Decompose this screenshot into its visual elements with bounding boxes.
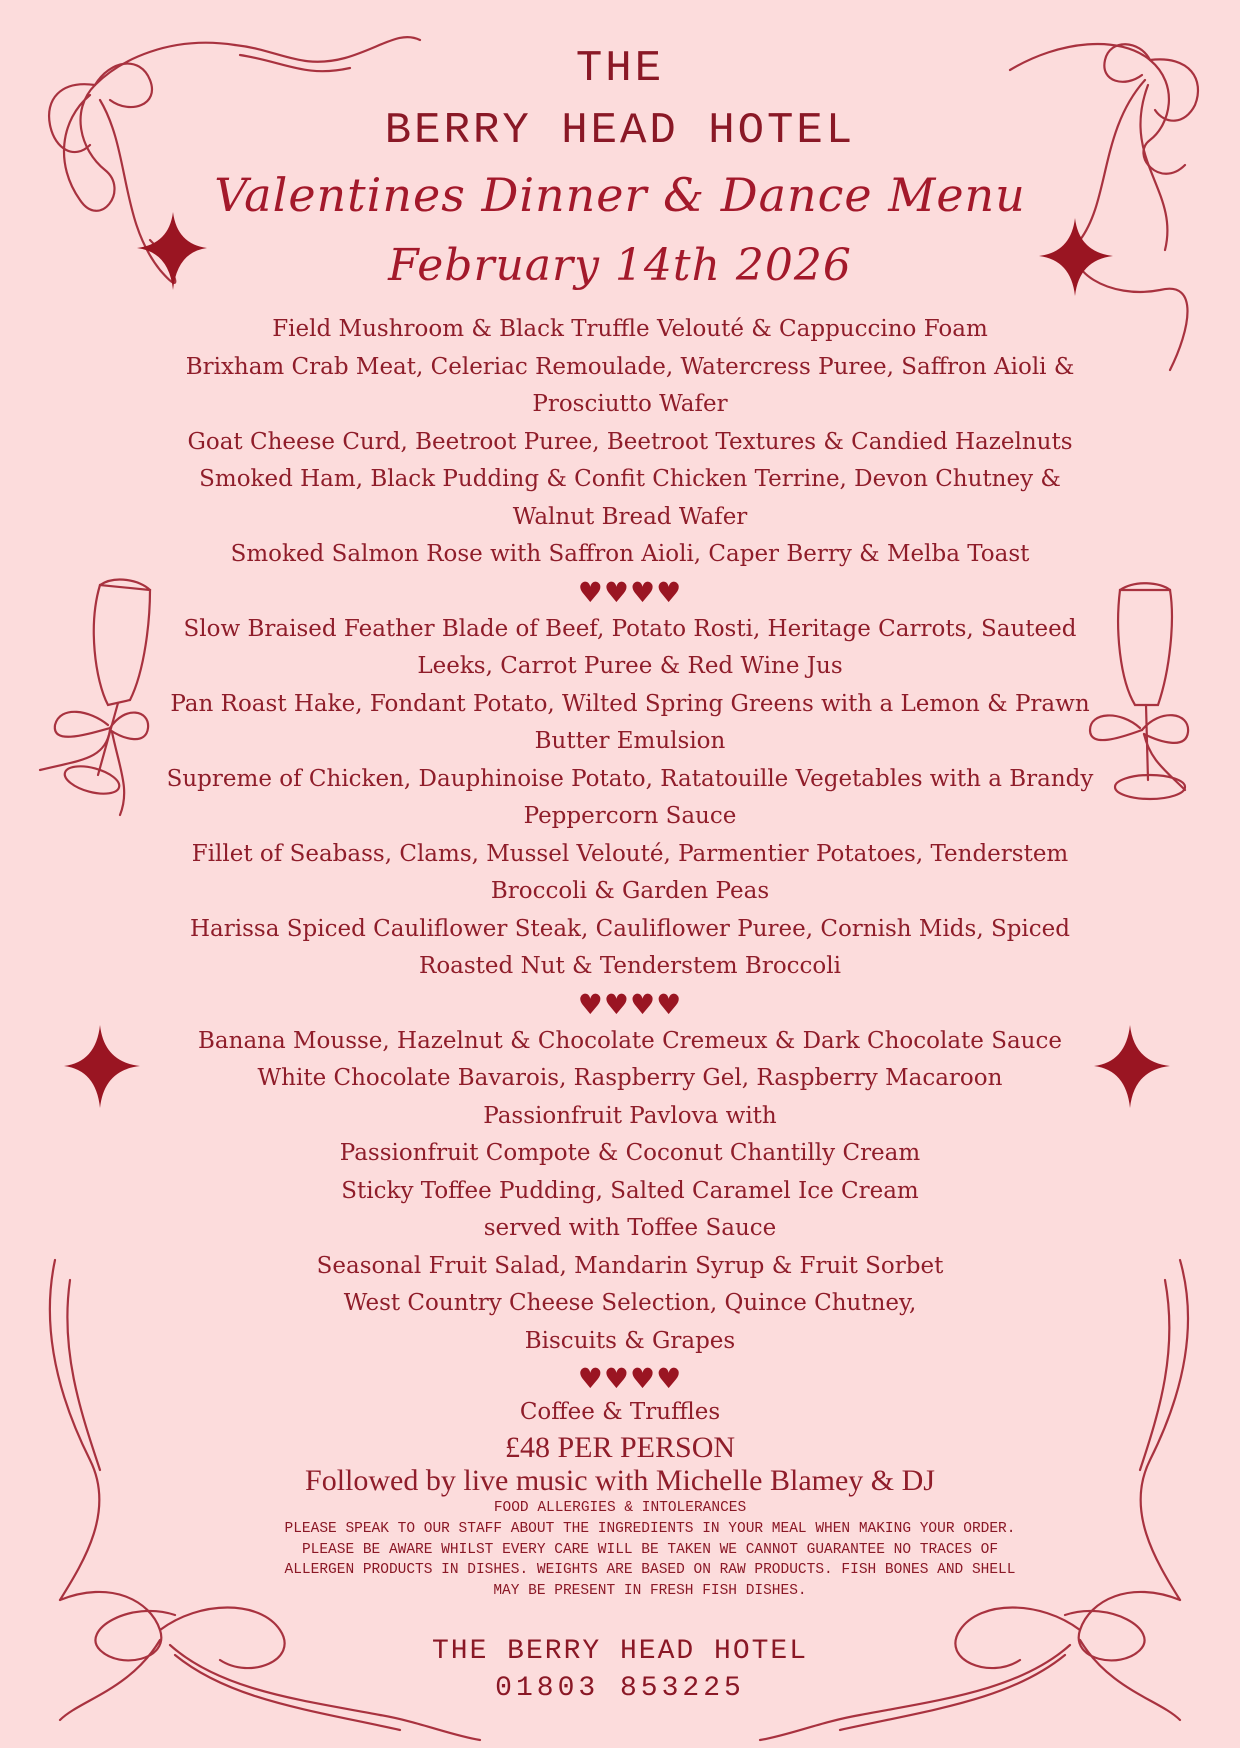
dessert-item: White Chocolate Bavarois, Raspberry Gel, Raspberry Macaroon <box>257 1065 1003 1091</box>
main-item: Pan Roast Hake, Fondant Potato, Wilted Spring Greens with a Lemon & Prawn Butter Emulsion <box>170 690 1090 754</box>
footer-hotel-name: THE BERRY HEAD HOTEL <box>431 1636 809 1667</box>
menu-subtitle: Valentines Dinner & Dance Menu <box>214 168 1026 222</box>
dessert-item: Passionfruit Pavlova with <box>483 1102 777 1129</box>
sparkle-star-icon <box>1094 1025 1170 1108</box>
heart-divider: ♥♥♥♥ <box>577 575 683 609</box>
starter-item: Smoked Salmon Rose with Saffron Aioli, Caper Berry & Melba Toast <box>230 541 1030 567</box>
event-date: February 14th 2026 <box>388 240 852 291</box>
live-music-note: Followed by live music with Michelle Blamey & DJ <box>305 1464 935 1497</box>
main-item: Harissa Spiced Cauliflower Steak, Cauliflower Puree, Cornish Mids, Spiced Roasted Nut & Tenderstem Broccoli <box>189 915 1071 979</box>
dessert-item: Passionfruit Compote & Coconut Chantilly Cream <box>339 1140 921 1166</box>
dessert-item: Banana Mousse, Hazelnut & Chocolate Cremeux & Dark Chocolate Sauce <box>198 1027 1062 1054</box>
dessert-item: Sticky Toffee Pudding, Salted Caramel Ice Cream <box>341 1177 919 1204</box>
price-per-person: £48 PER PERSON <box>504 1431 736 1464</box>
starter-item: Smoked Ham, Black Pudding & Confit Chicken Terrine, Devon Chutney & Walnut Bread Wafer <box>199 466 1061 530</box>
dessert-item: Seasonal Fruit Salad, Mandarin Syrup & Fruit Sorbet <box>316 1252 944 1279</box>
dessert-item: served with Toffee Sauce <box>483 1215 777 1241</box>
hotel-name-title: BERRY HEAD HOTEL <box>384 106 856 156</box>
main-item: Supreme of Chicken, Dauphinoise Potato, Ratatouille Vegetables with a Brandy Peppercorn Sauce <box>166 765 1094 829</box>
main-item: Fillet of Seabass, Clams, Mussel Velouté, Parmentier Potatoes, Tenderstem Broccoli & Garden Peas <box>191 840 1069 904</box>
starter-item: Field Mushroom & Black Truffle Velouté & Cappuccino Foam <box>272 316 988 342</box>
starter-item: Goat Cheese Curd, Beetroot Puree, Beetroot Textures & Candied Hazelnuts <box>187 428 1073 455</box>
sparkle-star-icon <box>64 1025 140 1108</box>
menu-body <box>160 311 1100 1397</box>
heart-divider: ♥♥♥♥ <box>577 1362 683 1395</box>
champagne-glass-icon <box>1090 583 1188 799</box>
coffee-line: Coffee & Truffles <box>519 1399 721 1425</box>
dessert-item: West Country Cheese Selection, Quince Chutney, <box>343 1290 917 1316</box>
heart-divider: ♥♥♥♥ <box>577 987 683 1021</box>
header-the: THE <box>575 44 665 94</box>
champagne-glass-icon <box>40 580 150 815</box>
starter-item: Brixham Crab Meat, Celeriac Remoulade, Watercress Puree, Saffron Aioli & Prosciutto Wafer <box>185 353 1075 417</box>
allergy-title: FOOD ALLERGIES & INTOLERANCES <box>493 1500 747 1516</box>
footer-phone-number: 01803 853225 <box>495 1673 745 1704</box>
main-item: Slow Braised Feather Blade of Beef, Potato Rosti, Heritage Carrots, Sauteed Leeks, Carrot Puree & Red Wine Jus <box>183 615 1077 679</box>
allergy-notice: PLEASE SPEAK TO OUR STAFF ABOUT THE INGREDIENTS IN YOUR MEAL WHEN MAKING YOUR ORDER. PLEASE BE AWARE WHILST EVERY CARE WILL BE TAKEN WE CANNOT GUARANTEE NO TRACES OF ALLERGEN PRODUCTS IN DISHES. WEIGHTS ARE BASED ON RAW PRODUCTS. FISH BONES AND SHELL MAY BE PRESENT IN FRESH FISH DISHES. <box>284 1521 1016 1599</box>
dessert-item: Biscuits & Grapes <box>524 1327 736 1354</box>
